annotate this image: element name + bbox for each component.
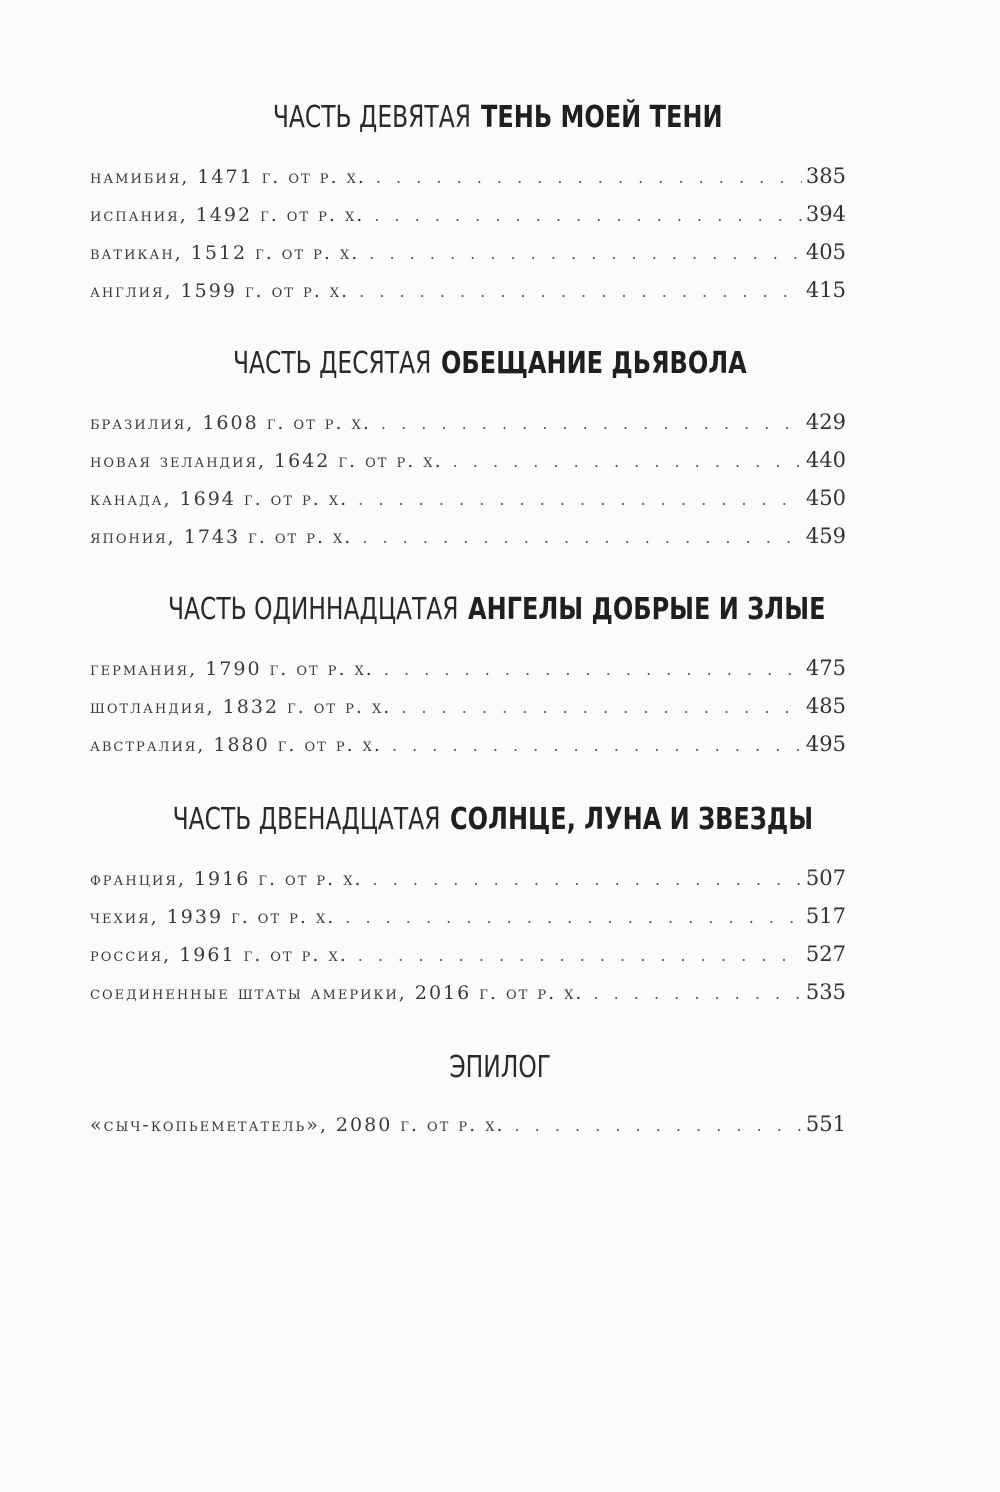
epilogue-heading — [0, 1048, 1000, 1088]
toc-entry[interactable] — [90, 278, 846, 308]
dot-leader — [362, 528, 802, 547]
dot-leader — [381, 414, 802, 433]
toc-page-number: 405 — [805, 240, 846, 264]
dot-leader — [369, 244, 802, 263]
toc-entry[interactable] — [90, 524, 846, 554]
toc-page-number: 485 — [805, 694, 846, 718]
toc-page-number: 517 — [805, 904, 846, 928]
toc-entry[interactable] — [90, 732, 846, 762]
toc-entry-label: франция, 1916 г. от р. х. — [90, 868, 363, 890]
dot-leader — [593, 984, 801, 1003]
toc-page-number: 551 — [805, 1112, 846, 1136]
part-heading — [0, 590, 1000, 630]
toc-entry[interactable] — [90, 904, 846, 934]
toc-entry-label: австралия, 1880 г. от р. х. — [90, 734, 382, 756]
toc-entry-label: япония, 1743 г. от р. х. — [90, 526, 353, 548]
toc-entry[interactable] — [90, 448, 846, 478]
dot-leader — [358, 946, 802, 965]
toc-entry[interactable] — [90, 1112, 846, 1142]
toc-page-number: 507 — [805, 866, 846, 890]
part-label: ЧАСТЬ ДЕСЯТАЯ — [232, 346, 432, 381]
dot-leader — [376, 168, 802, 187]
part-heading — [0, 98, 1000, 138]
part-heading — [0, 344, 1000, 384]
part-label: ЧАСТЬ ДЕВЯТАЯ — [273, 100, 472, 135]
toc-page-number: 385 — [805, 164, 846, 188]
toc-entry[interactable] — [90, 866, 846, 896]
part-title: ОБЕЩАНИЕ ДЬЯВОЛА — [440, 346, 747, 381]
toc-entry-label: германия, 1790 г. от р. х. — [90, 658, 374, 680]
dot-leader — [392, 736, 802, 755]
dot-leader — [345, 908, 802, 927]
toc-page-number: 459 — [805, 524, 846, 548]
toc-entry[interactable] — [90, 656, 846, 686]
toc-entry[interactable] — [90, 240, 846, 270]
toc-entry-label: испания, 1492 г. от р. х. — [90, 204, 365, 226]
part-heading — [0, 800, 1000, 840]
toc-entry-label: намибия, 1471 г. от р. х. — [90, 166, 366, 188]
toc-entry-label: бразилия, 1608 г. от р. х. — [90, 412, 371, 434]
toc-page-number: 527 — [805, 942, 846, 966]
dot-leader — [373, 870, 802, 889]
toc-entry-label: ватикан, 1512 г. от р. х. — [90, 242, 360, 264]
toc-entry[interactable] — [90, 694, 846, 724]
part-title: ТЕНЬ МОЕЙ ТЕНИ — [480, 100, 723, 135]
toc-entry[interactable] — [90, 980, 846, 1010]
toc-page-number: 495 — [805, 732, 846, 756]
toc-page-number: 475 — [805, 656, 846, 680]
toc-entry-label: новая зеландия, 1642 г. от р. х. — [90, 450, 443, 472]
toc-entry-label: чехия, 1939 г. от р. х. — [90, 906, 336, 928]
part-label: ЧАСТЬ ДВЕНАДЦАТАЯ — [172, 802, 441, 837]
dot-leader — [515, 1116, 802, 1135]
toc-entry[interactable] — [90, 410, 846, 440]
part-label: ЧАСТЬ ОДИННАДЦАТАЯ — [167, 592, 459, 627]
toc-page-number: 440 — [805, 448, 846, 472]
part-title: СОЛНЦЕ, ЛУНА И ЗВЕЗДЫ — [449, 802, 813, 837]
epilogue-title: ЭПИЛОГ — [449, 1050, 551, 1085]
dot-leader — [358, 490, 802, 509]
toc-entry-label: англия, 1599 г. от р. х. — [90, 280, 350, 302]
toc-entry-label: россия, 1961 г. от р. х. — [90, 944, 348, 966]
toc-entry-label: канада, 1694 г. от р. х. — [90, 488, 349, 510]
toc-page-number: 415 — [805, 278, 846, 302]
part-title: АНГЕЛЫ ДОБРЫЕ И ЗЛЫЕ — [467, 592, 826, 627]
toc-page-number: 535 — [805, 980, 846, 1004]
dot-leader — [374, 206, 802, 225]
dot-leader — [359, 282, 802, 301]
toc-entry-label: «сыч-копьеметатель», 2080 г. от р. х. — [90, 1114, 505, 1136]
toc-page-number: 394 — [805, 202, 846, 226]
toc-entry-label: соединенные штаты америки, 2016 г. от р. х. — [90, 982, 584, 1004]
dot-leader — [401, 698, 802, 717]
dot-leader — [384, 660, 802, 679]
toc-page-number: 429 — [805, 410, 846, 434]
toc-entry[interactable] — [90, 486, 846, 516]
toc-page-number: 450 — [805, 486, 846, 510]
dot-leader — [453, 452, 802, 471]
toc-entry-label: шотландия, 1832 г. от р. х. — [90, 696, 392, 718]
toc-entry[interactable] — [90, 164, 846, 194]
toc-entry[interactable] — [90, 202, 846, 232]
toc-entry[interactable] — [90, 942, 846, 972]
